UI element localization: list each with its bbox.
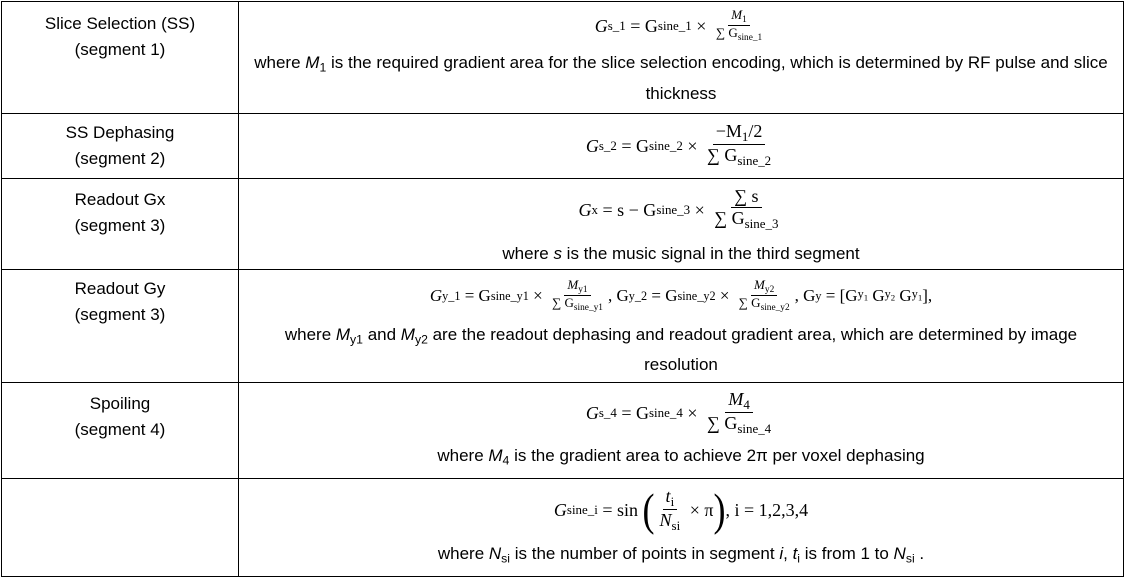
row-label-segment: (segment 1) [74,40,166,59]
row-label-title: Spoiling [89,394,151,414]
table-row [2,383,1124,479]
table-row [2,479,1124,577]
row-formula-cell [239,383,1124,479]
formula: G s_1 = G sine_1 × $\frac{M_1}{\sum G_{sine\_1}}$ [594,7,763,44]
formula-description: where $M_1$ is the required gradient area for the slice selection encoding, which is determined by RF pulse and slice thickness [254,53,1108,103]
row-label [2,113,239,178]
row-label [2,178,239,269]
formula-description: where $M_{y1}$ and $M_{y2}$ are the readout dephasing and readout gradient area, which are determined by image resolution [284,324,1078,375]
row-formula-cell [239,269,1124,383]
formula: G s_4 = G sine_4 × $\frac{M_4}{\sum G_{sine\_4}}$ [585,388,772,436]
row-formula-cell [239,178,1124,269]
formula-description: where $M_4$ is the gradient area to achieve 2π per voxel dephasing [437,446,925,469]
row-label [2,269,239,383]
table-row [2,269,1124,383]
row-label-title: Readout Gy [74,278,166,298]
formula: G sine_i = sin ( $\frac{t_i}{N_{si}}$ × π ) , i = 1,2,3,4 [553,485,809,536]
row-label [2,479,239,577]
row-label [2,383,239,479]
row-formula-cell [239,113,1124,178]
table-row [2,113,1124,178]
formula: G s_2 = G sine_2 × $\frac{-M_1/2}{\sum G_{sine\_2}}$ [585,121,772,169]
row-label [2,2,239,114]
formula-description: where s is the music signal in the third segment [502,243,860,263]
row-formula-cell [239,2,1124,114]
table-row [2,2,1124,114]
formula: G y_1 = G sine_y1 × $\frac{M_{y1}}{\sum G_{sine\_y1}}$ , G y_2 = G sine_y2 × $\frac{M_{y2}}{\sum G_{sine\_y2}}$ , G y = [G $y_1$ G $y_2$ G $y_1$ ], [429,276,933,313]
formula-description: where $N_{si}$ is the number of points in segment i, $t_i$ is from 1 to $N_{si}$ . [437,544,925,566]
row-label-segment: (segment 2) [74,148,166,168]
row-label-title: Slice Selection (SS) [44,14,196,33]
row-label-title: Readout Gx [74,189,166,209]
table-row [2,178,1124,269]
row-label-segment: (segment 4) [74,420,166,440]
row-label-segment: (segment 3) [74,304,166,324]
row-label-segment: (segment 3) [74,215,166,235]
row-label-title: SS Dephasing [65,122,175,142]
row-formula-cell [239,479,1124,577]
formula: G x = s − G sine_3 × $\frac{\sum s}{\sum G_{sine\_3}}$ [578,186,779,232]
gradient-table [1,1,1124,577]
